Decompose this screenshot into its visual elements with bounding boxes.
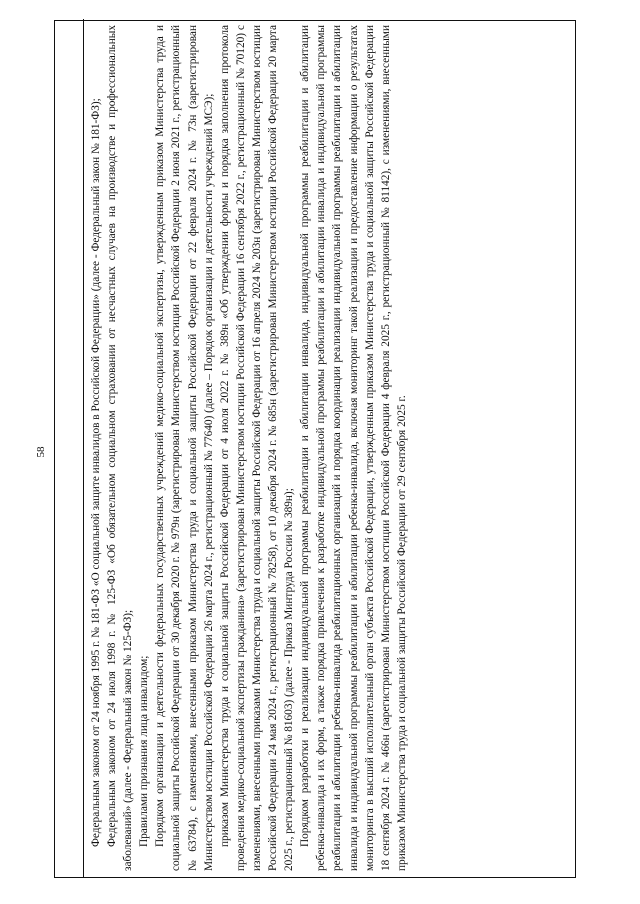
- rotated-page: [54, 20, 576, 878]
- table-left-column: [55, 19, 84, 877]
- paragraph-rehabilitation-program: Порядком разработки и реализации индивидуальной программы реабилитации и абилитации инвалида, индивидуальной программы реабилитации и абилитации ребенка-инвалида и их форм, а также порядка привлечения к разработке индивидуальной программы реабилитации и абилитации инвалида и индивидуальной программы реабилитации и абилитации ребенка-инвалида реабилитационных организаций и порядка координации реализации индивидуальной программы реабилитации и абилитации инвалида и индивидуальной программы реабилитации и абилитации ребенка-инвалида, включая мониторинг такой реализации и предоставление информации о результатах мониторинга в высший исполнительный орган субъекта Российской Федерации, утвержденным приказом Министерства труда и социальной защиты Российской Федерации 18 сентября 2024 г. № 466н (зарегистрирован Министерством юстиции Российской Федерации 4 февраля 2025 г., регистрационный № 81142), с изменениями, внесенными приказом Министерства труда и социальной защиты Российской Федерации от 29 сентября 2025 г.: [299, 25, 408, 871]
- table-text-column: [84, 19, 576, 877]
- paragraph-law-125fz: Федеральным законом от 24 июля 1998 г. № 125-ФЗ «Об обязательном социальном страховании от несчастных случаев на производстве и профессиональных заболеваний» (далее - Федеральный закон № 125-ФЗ);: [106, 25, 135, 871]
- paragraph-order-389n: приказом Министерства труда и социальной защиты Российской Федерации от 4 июля 2022 г. № 389н «Об утверждении формы и порядка заполнения протокола проведения медико-социальной экспертизы гражданина» (зарегистрирован Министерством юстиции Российской Федерации 16 сентября 2022 г., регистрационный № 70120) с изменениями, внесенными приказами Министерства труда и социальной защиты Российской Федерации от 16 апреля 2024 № 203н (зарегистрирован Министерством юстиции Российской Федерации 24 мая 2024 г., регистрационный № 78258), от 10 декабря 2024 г. № 685н (зарегистрирован Министерством юстиции Российской Федерации 20 марта 2025 г., регистрационный № 81603) (далее - Приказ Минтруда России № 389н);: [218, 25, 296, 871]
- paragraph-mse-procedure: Порядком организации и деятельности федеральных государственных учреждений медико-социальной экспертизы, утвержденным приказом Министерства труда и социальной защиты Российской Федерации от 30 декабря 2020 г. № 979н (зарегистрирован Министерством юстиции Российской Федерации 2 июня 2021 г., регистрационный № 63784), с изменениями, внесенными приказом Министерства труда и социальной защиты Российской Федерации от 22 февраля 2024 г. № 73н (зарегистрирован Министерством юстиции Российской Федерации 26 марта 2024 г., регистрационный № 77640) (далее – Порядок организации и деятельности учреждений МСЭ);: [154, 25, 215, 871]
- page-number: 58: [35, 446, 47, 458]
- document-table: [54, 20, 576, 878]
- paragraph-disability-rules: Правилами признания лица инвалидом;: [138, 655, 151, 847]
- paragraph-law-181fz: Федеральным законом от 24 ноября 1995 г. № 181-ФЗ «О социальной защите инвалидов в Российской Федерации» (далее - Федеральный закон № 181-ФЗ);: [90, 98, 102, 847]
